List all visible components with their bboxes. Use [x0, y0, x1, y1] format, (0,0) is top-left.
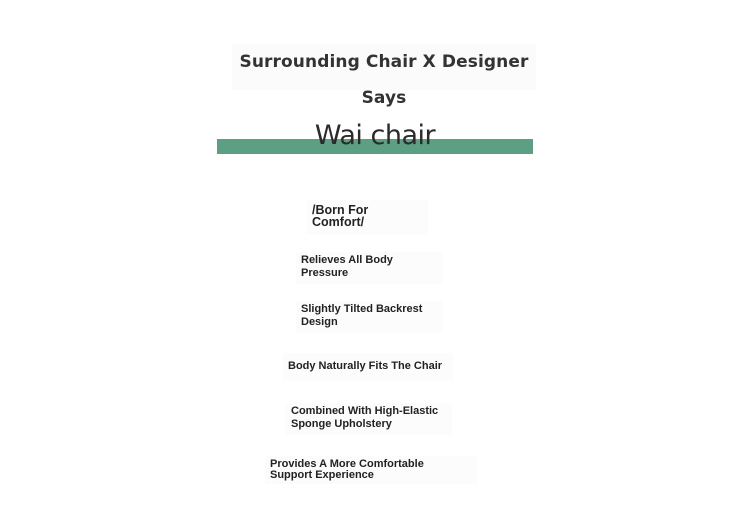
feature-item-pressure [296, 252, 442, 284]
feature-line: Design [301, 316, 338, 328]
feature-line: Relieves All Body [301, 254, 393, 266]
feature-line: Pressure [301, 267, 349, 279]
feature-line: Provides A More Comfortable [270, 458, 424, 470]
feature-line: Body Naturally Fits The Chair [288, 360, 443, 372]
feature-line: Combined With High-Elastic [291, 405, 439, 417]
feature-item-upholstery [286, 403, 452, 435]
feature-line: Slightly Tilted Backrest [301, 303, 423, 315]
feature-item-backrest [296, 301, 442, 333]
page-title: Surrounding Chair X Designer Says [232, 44, 536, 90]
feature-item-fit [283, 353, 453, 381]
feature-line: Support Experience [270, 469, 374, 481]
feature-line: Sponge Upholstery [291, 418, 392, 430]
product-name: Wai chair [314, 120, 436, 151]
feature-tagline-line-2: Comfort/ [312, 215, 365, 229]
feature-tagline [306, 200, 428, 234]
feature-tagline-line-1: /Born For [312, 203, 369, 217]
feature-item-support [265, 456, 477, 484]
